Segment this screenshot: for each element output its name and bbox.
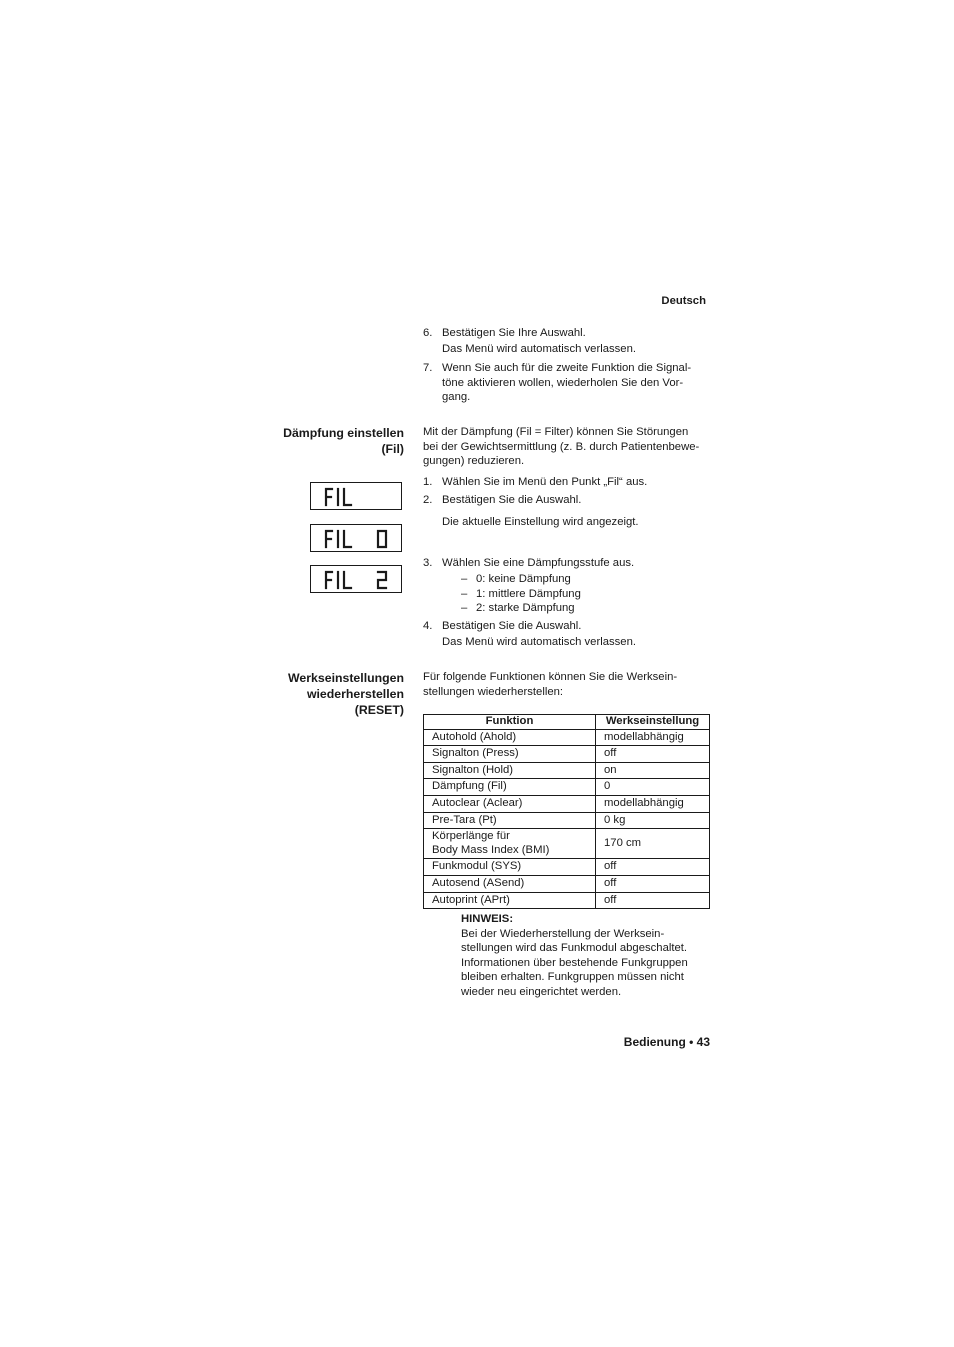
reset-heading-line: (RESET) bbox=[354, 703, 404, 717]
lcd-display-fil-2 bbox=[310, 565, 402, 593]
default-value-cell: modellabhängig bbox=[596, 795, 710, 812]
function-cell: Dämpfung (Fil) bbox=[424, 779, 596, 796]
table-row bbox=[424, 829, 710, 859]
table-row bbox=[424, 779, 710, 796]
damping-step-2 bbox=[423, 493, 713, 508]
dash-bullet: – bbox=[461, 573, 468, 585]
function-cell: Körperlänge für Body Mass Index (BMI) bbox=[424, 829, 596, 859]
default-value-cell: off bbox=[596, 892, 710, 909]
step-number: 3. bbox=[423, 557, 433, 569]
damping-heading-line: Dämpfung einstellen bbox=[283, 426, 404, 440]
table-row bbox=[424, 859, 710, 876]
default-value-cell: off bbox=[596, 859, 710, 876]
lcd-display-fil bbox=[310, 482, 402, 510]
lcd-fil-graphic bbox=[311, 483, 403, 511]
damping-option-2 bbox=[461, 601, 575, 616]
step-text: Das Menü wird automatisch verlassen. bbox=[442, 342, 637, 355]
damping-heading bbox=[240, 425, 404, 457]
note-line: bleiben erhalten. Funkgruppen müssen nicht bbox=[461, 971, 684, 984]
table-header: Werkseinstellung bbox=[596, 715, 710, 730]
table-row bbox=[424, 892, 710, 909]
reset-intro-line: Für folgende Funktionen können Sie die Werksein- bbox=[423, 671, 678, 683]
reset-heading-line: wiederherstellen bbox=[306, 687, 404, 701]
default-value-cell: on bbox=[596, 762, 710, 779]
note-line: wieder neu eingerichtet werden. bbox=[461, 985, 622, 998]
factory-settings-table bbox=[423, 714, 710, 909]
default-value-cell: modellabhängig bbox=[596, 729, 710, 746]
default-value-cell: off bbox=[596, 746, 710, 763]
default-value-cell: 170 cm bbox=[596, 829, 710, 859]
note-line: stellungen wird das Funkmodul abgeschaltet. bbox=[461, 942, 688, 955]
option-text: 1: mittlere Dämpfung bbox=[476, 588, 581, 600]
step-text: töne aktivieren wollen, wiederholen Sie den Vor- bbox=[442, 376, 684, 389]
default-value-cell: off bbox=[596, 875, 710, 892]
dash-bullet: – bbox=[461, 588, 468, 600]
function-cell: Signalton (Hold) bbox=[424, 762, 596, 779]
function-cell: Signalton (Press) bbox=[424, 746, 596, 763]
table-header: Funktion bbox=[424, 715, 596, 730]
table-header-row bbox=[424, 715, 710, 730]
step-number: 4. bbox=[423, 620, 433, 632]
lcd-fil-2-graphic bbox=[311, 566, 403, 594]
step-text: Bestätigen Sie die Auswahl. bbox=[442, 494, 582, 506]
function-cell: Autosend (ASend) bbox=[424, 875, 596, 892]
step-number: 1. bbox=[423, 476, 433, 488]
step-7 bbox=[423, 361, 713, 405]
step-text: Wählen Sie eine Dämpfungsstufe aus. bbox=[442, 557, 635, 569]
table-row bbox=[424, 762, 710, 779]
step-text: Bestätigen Sie die Auswahl. bbox=[442, 620, 582, 632]
reset-heading bbox=[240, 670, 404, 718]
page-footer: Bedienung • 43 bbox=[623, 1035, 710, 1049]
lcd-display-fil-0 bbox=[310, 524, 402, 552]
reset-heading-line: Werkseinstellungen bbox=[288, 671, 404, 685]
damping-option-1 bbox=[461, 587, 581, 602]
language-label: Deutsch bbox=[661, 295, 706, 307]
damping-intro-line: bei der Gewichtsermittlung (z. B. durch Patientenbewe- bbox=[423, 440, 700, 453]
lcd-fil-0-graphic bbox=[311, 525, 403, 553]
step-number: 7. bbox=[423, 362, 433, 374]
reset-intro bbox=[423, 670, 713, 699]
damping-step-4 bbox=[423, 619, 713, 649]
step-text: Das Menü wird automatisch verlassen. bbox=[442, 635, 637, 648]
function-cell: Pre-Tara (Pt) bbox=[424, 812, 596, 829]
table-row bbox=[424, 729, 710, 746]
damping-step-1 bbox=[423, 475, 713, 490]
step-text: gang. bbox=[442, 391, 471, 404]
step-text: Wenn Sie auch für die zweite Funktion die Signal- bbox=[442, 362, 692, 374]
damping-step-2-info bbox=[423, 515, 713, 530]
damping-option-0 bbox=[461, 572, 571, 587]
damping-intro bbox=[423, 425, 713, 469]
note-box bbox=[461, 912, 711, 1000]
function-cell: Funkmodul (SYS) bbox=[424, 859, 596, 876]
function-cell: Autoprint (APrt) bbox=[424, 892, 596, 909]
damping-intro-line: Mit der Dämpfung (Fil = Filter) können Sie Störungen bbox=[423, 426, 689, 438]
step-text: Wählen Sie im Menü den Punkt „Fil“ aus. bbox=[442, 476, 648, 488]
note-line: Bei der Wiederherstellung der Werksein- bbox=[461, 927, 665, 940]
step-text: Bestätigen Sie Ihre Auswahl. bbox=[442, 327, 586, 339]
damping-intro-line: gungen) reduzieren. bbox=[423, 455, 525, 468]
function-cell: Autoclear (Aclear) bbox=[424, 795, 596, 812]
damping-heading-line: (Fil) bbox=[381, 442, 404, 456]
function-cell: Autohold (Ahold) bbox=[424, 729, 596, 746]
damping-step-3 bbox=[423, 556, 713, 571]
table-row bbox=[424, 812, 710, 829]
note-line: Informationen über bestehende Funkgruppen bbox=[461, 956, 688, 969]
table-row bbox=[424, 746, 710, 763]
table-row bbox=[424, 875, 710, 892]
default-value-cell: 0 bbox=[596, 779, 710, 796]
dash-bullet: – bbox=[461, 602, 468, 614]
option-text: 2: starke Dämpfung bbox=[476, 602, 575, 614]
table-row bbox=[424, 795, 710, 812]
step-number: 6. bbox=[423, 327, 433, 339]
reset-intro-line: stellungen wiederherstellen: bbox=[423, 685, 564, 698]
step-number: 2. bbox=[423, 494, 433, 506]
note-title: HINWEIS: bbox=[461, 913, 514, 925]
option-text: 0: keine Dämpfung bbox=[476, 573, 571, 585]
step-6 bbox=[423, 326, 713, 356]
default-value-cell: 0 kg bbox=[596, 812, 710, 829]
step-info-text: Die aktuelle Einstellung wird angezeigt. bbox=[442, 516, 639, 528]
